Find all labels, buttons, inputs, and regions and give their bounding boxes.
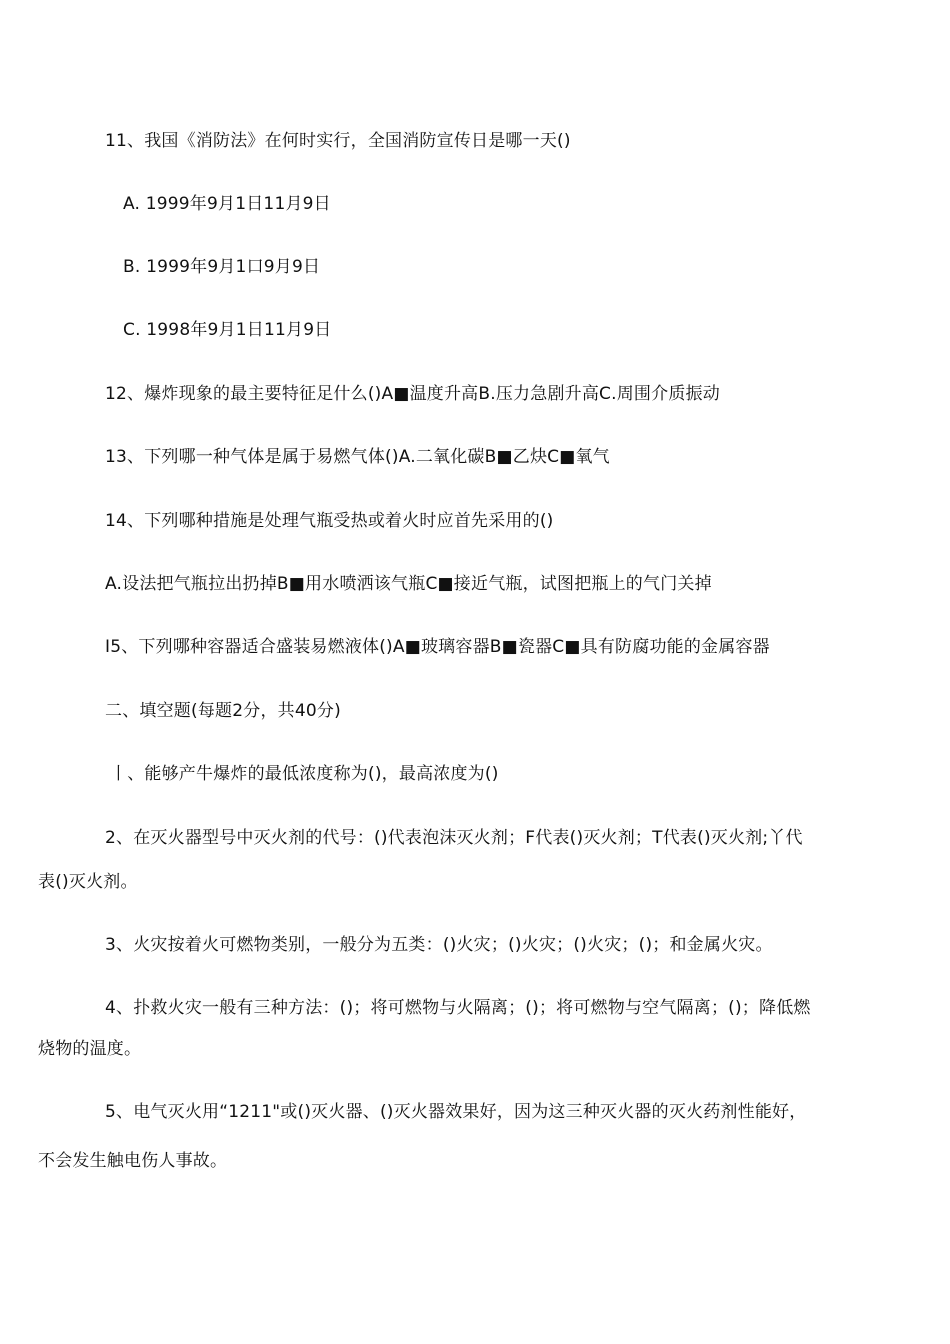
question-11-option-c: C. 1998年9月1日11月9日: [123, 320, 332, 340]
question-14-options: A.设法把气瓶拉出扔掉B■用水喷洒该气瓶C■接近气瓶，试图把瓶上的气门关掉: [105, 574, 712, 594]
question-11: 11、我国《消防法》在何时实行，全国消防宣传日是哪一天(): [105, 131, 571, 151]
fill-question-2: 2、在灭火器型号中灭火剂的代号：()代表泡沫灭火剂；F代表()灭火剂；T代表()灭火剂;丫代: [105, 828, 803, 848]
question-15: I5、下列哪种容器适合盛装易燃液体()A■玻璃容器B■瓷器C■具有防腐功能的金属容器: [105, 637, 770, 657]
question-11-option-b: B. 1999年9月1口9月9日: [123, 257, 321, 277]
question-12: 12、爆炸现象的最主要特征足什么()A■温度升高B.压力急剧升高C.周围介质振动: [105, 384, 720, 404]
fill-question-4: 4、扑救火灾一般有三种方法：()；将可燃物与火隔离；()；将可燃物与空气隔离；()；降低燃: [105, 998, 811, 1018]
fill-question-4-continued: 烧物的温度。: [38, 1039, 142, 1059]
question-14: 14、下列哪种措施是处理气瓶受热或着火时应首先采用的(): [105, 511, 554, 531]
fill-question-1: 丨、能够产牛爆炸的最低浓度称为()，最高浓度为(): [110, 764, 499, 784]
question-13: 13、下列哪一种气体是属于易燃气体()A.二氧化碳B■乙炔C■氧气: [105, 447, 610, 467]
fill-question-5: 5、电气灭火用“1211"或()灭火器、()灭火器效果好，因为这三种灭火器的灭火药剂性能好，: [105, 1102, 807, 1122]
section-heading-fill-in: 二、填空题(每题2分，共40分): [105, 701, 341, 721]
fill-question-2-continued: 表()灭火剂。: [38, 872, 138, 892]
question-11-option-a: A. 1999年9月1日11月9日: [123, 194, 331, 214]
fill-question-5-continued: 不会发生触电伤人事故。: [38, 1151, 228, 1171]
fill-question-3: 3、火灾按着火可燃物类别，一般分为五类：()火灾；()火灾；()火灾；()；和金属火灾。: [105, 935, 773, 955]
